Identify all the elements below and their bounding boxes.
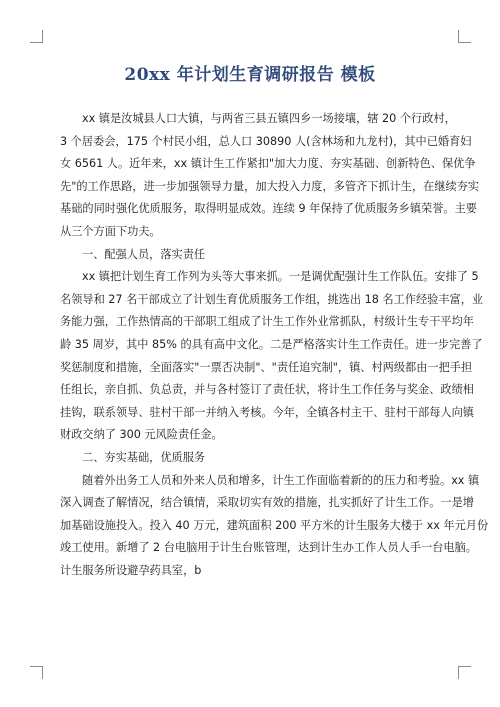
crop-mark-bottom-right xyxy=(458,666,471,679)
crop-mark-bottom-left xyxy=(30,666,43,679)
document-body xyxy=(60,108,489,582)
crop-mark-top-left xyxy=(30,30,43,43)
text-line: 财政交纳了 300 元风险责任金。 xyxy=(60,428,223,442)
text-line: 务能力强，工作热情高的干部职工组成了计生工作外业常抓队，村级计生专干平均年 xyxy=(60,315,474,329)
text-line: 二、夯实基础，优质服务 xyxy=(82,450,206,464)
text-line: 深入调查了解情况，结合镇情，采取切实有效的措施，扎实抓好了计生工作。一是增 xyxy=(60,496,474,510)
text-line: 挂钩，联系领导、驻村干部一并纳入考核。今年，全镇各村主干、驻村干部每人向镇 xyxy=(60,405,474,419)
text-line: xx 镇是汝城县人口大镇，与两省三县五镇四乡一场接壤，辖 20 个行政村， xyxy=(82,112,456,125)
text-line: 奖惩制度和措施，全面落实"一票否决制"、"责任追究制"，镇、村两级都由一把手担 xyxy=(60,360,473,374)
text-line: 从三个方面下功夫。 xyxy=(60,224,161,238)
text-line: 一、配强人员，落实责任 xyxy=(82,247,206,261)
text-line: 随着外出务工人员和外来人员和增多，计生工作面临着新的的压力和考验。xx 镇 xyxy=(82,473,480,487)
text-line: 基础的同时强化优质服务，取得明显成效。连续 9 年保持了优质服务乡镇荣誉。主要 xyxy=(60,202,477,216)
text-line: 竣工使用。新增了 2 台电脑用于计生台账管理，达到计生办工作人员人手一台电脑。 xyxy=(60,541,477,555)
text-line: 龄 35 周岁，其中 85% 的具有高中文化。二是严格落实计生工作责任。进一步完善了 xyxy=(60,337,483,351)
text-line: 名领导和 27 名干部成立了计划生育优质服务工作组，挑选出 18 名工作经验丰富，业 xyxy=(60,292,484,306)
text-line: 3 个居委会，175 个村民小组，总人口 30890 人(含林场和九龙村)，其中已婚育妇 xyxy=(60,134,472,148)
text-line: 计生服务所设避孕药具室，b xyxy=(60,563,202,577)
text-line: xx 镇把计划生育工作列为头等大事来抓。一是调优配强计生工作队伍。安排了 5 xyxy=(82,270,479,284)
text-line: 任组长，亲自抓、负总责，并与各村签订了责任状，将计生工作任务与奖金、政绩相 xyxy=(60,383,474,397)
text-line: 先"的工作思路，进一步加强领导力量，加大投入力度，多管齐下抓计生，在继续夯实 xyxy=(60,179,480,193)
crop-mark-top-right xyxy=(458,30,471,43)
document-title: 20xx 年计划生育调研报告 模板 xyxy=(124,65,376,85)
text-line: 女 6561 人。近年来，xx 镇计生工作紧扣"加大力度、夯实基础、创新特色、保优争 xyxy=(60,157,476,171)
text-line: 加基础设施投入。投入 40 万元，建筑面积 200 平方米的计生服务大楼于 xx 年元月份 xyxy=(60,518,489,532)
